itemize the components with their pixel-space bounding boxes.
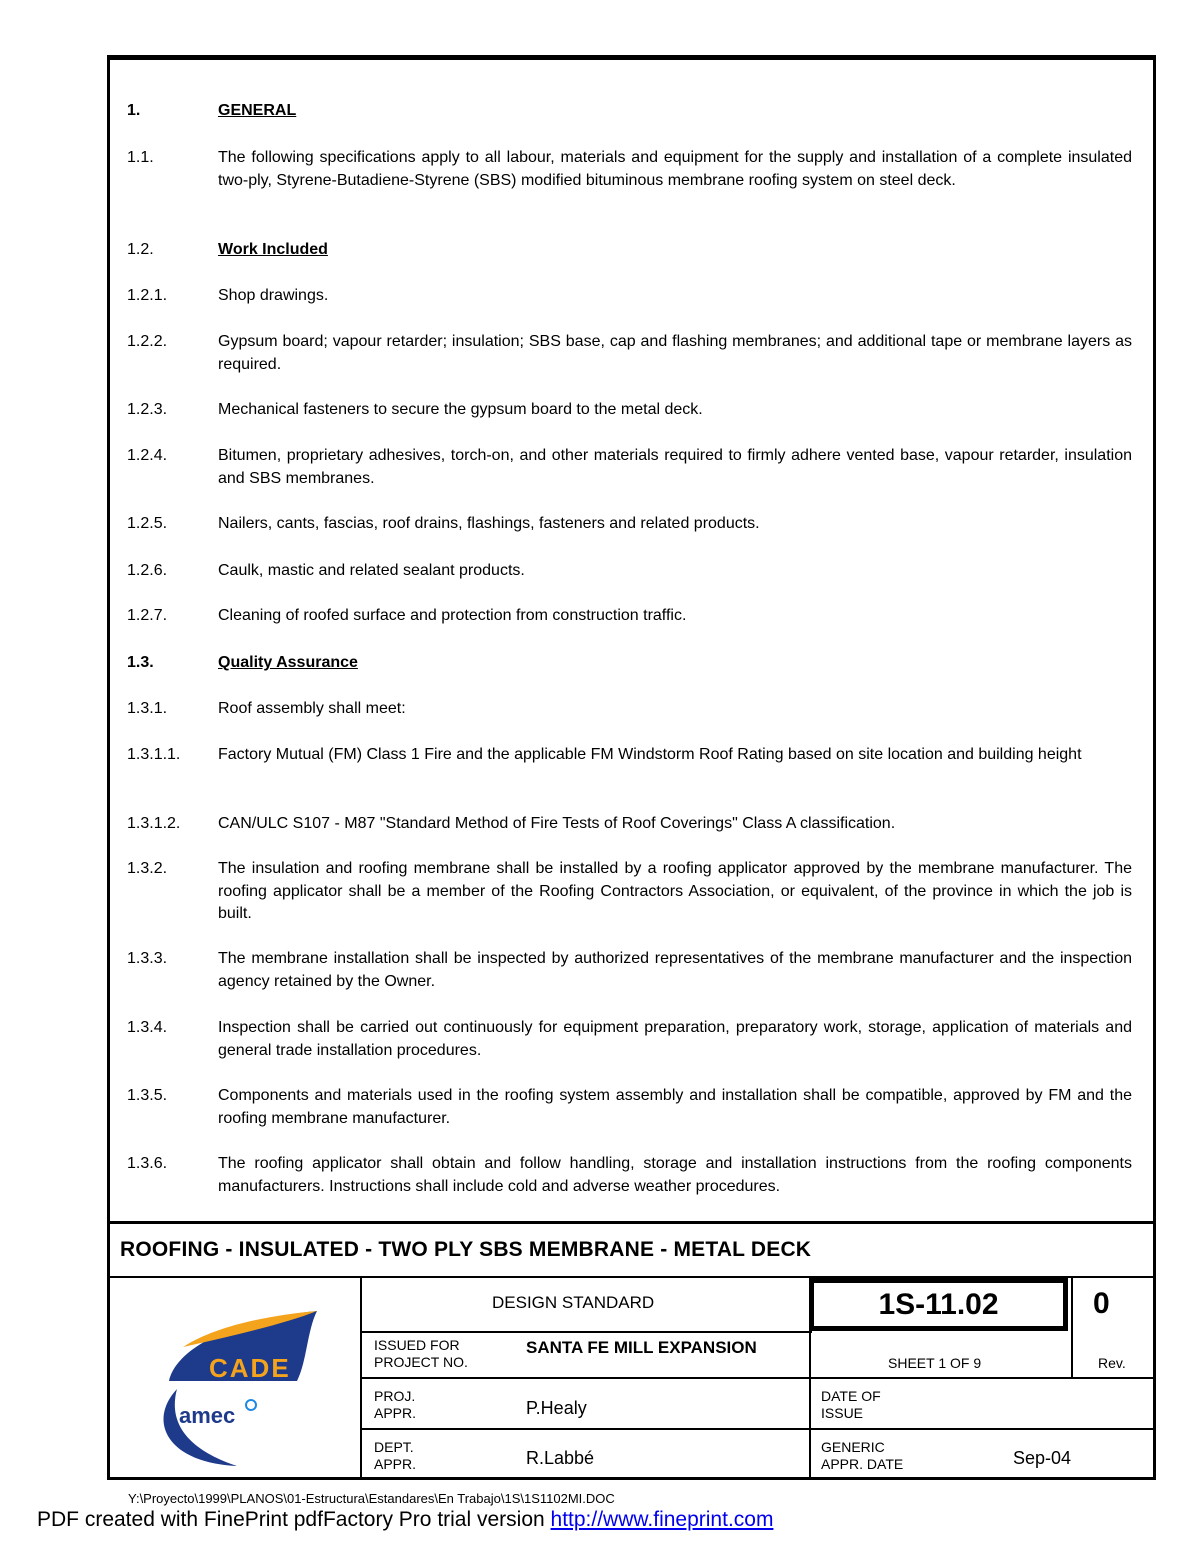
clause-1-3-5 [127,1085,1132,1130]
clause-1-3-1-2 [127,813,1132,836]
clause-1-2-3 [127,399,1132,422]
clause-number: 1.2.2. [127,333,168,350]
cade-amec-logo-icon [147,1301,327,1471]
file-path: Y:\Proyecto\1999\PLANOS\01-Estructura\Estandares\En Trabajo\1S\1S1102MI.DOC [128,1491,615,1506]
clause-text: Nailers, cants, fascias, roof drains, flashings, fasteners and related products. [218,515,760,532]
clause-number: 1.3.4. [127,1019,168,1036]
clause-number: 1.3.1.1. [127,746,181,763]
clause-1-2-7 [127,605,1132,628]
proj-appr-label-line2: APPR. [374,1405,417,1421]
svg-text:CADE: CADE [209,1353,291,1383]
date-of-issue-label-line1: DATE OF [821,1388,881,1404]
clause-number: 1.2.7. [127,607,168,624]
clause-1-3-6 [127,1153,1132,1198]
svg-text:amec: amec [179,1403,236,1428]
clause-text: The membrane installation shall be inspected by authorized representatives of the membrane manufacturer and the inspection agency retained by the Owner. [218,950,1132,990]
clause-text: Factory Mutual (FM) Class 1 Fire and the applicable FM Windstorm Roof Rating based on site location and building height [218,746,1082,763]
clause-text: The insulation and roofing membrane shall be installed by a roofing applicator approved by the membrane manufacturer. The roofing applicator shall be a member of the Roofing Contractors Association, or equivalent, of the province in which the job is built. [218,860,1132,922]
clause-1-3-4 [127,1017,1132,1062]
clause-text: Quality Assurance [218,654,358,671]
clause-number: 1.3.1. [127,700,168,717]
generic-label-line1: GENERIC [821,1439,885,1455]
clause-text: CAN/ULC S107 - M87 "Standard Method of Fire Tests of Roof Coverings" Class A classification. [218,815,896,832]
revision-number: 0 [1093,1287,1110,1320]
issued-for-label-line2: PROJECT NO. [374,1354,468,1370]
clause-1-2 [127,239,1132,262]
dept-appr-label-line2: APPR. [374,1456,417,1472]
clause-text: Bitumen, proprietary adhesives, torch-on, and other materials required to firmly adhere vented base, vapour retarder, insulation and SBS membranes. [218,447,1132,487]
clause-text: The roofing applicator shall obtain and follow handling, storage and installation instructions from the roofing components manufacturers. Instructions shall include cold and adverse weather procedures. [218,1155,1132,1195]
clause-number: 1.3.6. [127,1155,168,1172]
clause-1-3-1-1 [127,744,1132,767]
clause-1-3-1 [127,698,1132,721]
dept-appr-value: R.Labbé [526,1448,595,1468]
proj-appr-label-line1: PROJ. [374,1388,416,1404]
date-of-issue-label-line2: ISSUE [821,1405,864,1421]
clause-text: GENERAL [218,102,297,119]
fineprint-link[interactable]: http://www.fineprint.com [550,1508,774,1531]
clause-1-2-5 [127,513,1132,536]
clause-text: Caulk, mastic and related sealant products. [218,562,525,579]
clause-1-2-4 [127,445,1132,490]
clause-text: Components and materials used in the roofing system assembly and installation shall be compatible, approved by FM and the roofing membrane manufacturer. [218,1087,1132,1127]
sheet-number: SHEET 1 OF 9 [888,1355,982,1371]
clause-number: 1.3.3. [127,950,168,967]
clause-text: Cleaning of roofed surface and protection from construction traffic. [218,607,687,624]
project-name: SANTA FE MILL EXPANSION [526,1338,757,1357]
issued-for-label [374,1337,468,1371]
standard-number: 1S-11.02 [809,1278,1068,1331]
issued-for-label-line1: ISSUED FOR [374,1337,460,1353]
dept-appr-label [374,1439,416,1473]
date-of-issue-label [821,1388,881,1422]
clause-number: 1.2. [127,241,154,258]
dept-appr-label-line1: DEPT. [374,1439,414,1455]
clause-text: Mechanical fasteners to secure the gypsum board to the metal deck. [218,401,703,418]
clause-1-3-3 [127,948,1132,993]
clause-number: 1.3.5. [127,1087,168,1104]
proj-appr-value: P.Healy [526,1398,587,1418]
clause-1-2-2 [127,331,1132,376]
clause-text: Work Included [218,241,328,258]
generic-appr-date-value: Sep-04 [1013,1448,1072,1468]
document-title: ROOFING - INSULATED - TWO PLY SBS MEMBRANE - METAL DECK [120,1238,812,1261]
pdf-creator-note [37,1508,773,1532]
clause-1-2-6 [127,560,1132,583]
clause-1-3 [127,652,1132,675]
clause-number: 1.3. [127,654,154,671]
clause-number: 1.2.3. [127,401,168,418]
company-logo [147,1301,327,1471]
title-block [107,1221,1156,1480]
pdf-note-text: PDF created with FinePrint pdfFactory Pro trial version [37,1508,545,1531]
generic-label-line2: APPR. DATE [821,1456,904,1472]
clause-1-2-1 [127,285,1132,308]
clause-number: 1.3.2. [127,860,168,877]
clause-number: 1.2.1. [127,287,168,304]
clause-text: The following specifications apply to all labour, materials and equipment for the supply and installation of a complete insulated two-ply, Styrene-Butadiene-Styrene (SBS) modified bituminous membrane roofing system on steel deck. [218,149,1132,189]
clause-1-1 [127,147,1132,192]
clause-number: 1. [127,102,141,119]
clause-number: 1.3.1.2. [127,815,181,832]
clause-number: 1.1. [127,149,154,166]
clause-number: 1.2.6. [127,562,168,579]
rev-label: Rev. [1098,1355,1126,1371]
clause-text: Roof assembly shall meet: [218,700,406,717]
clause-number: 1.2.4. [127,447,168,464]
generic-appr-date-label [821,1439,903,1473]
clause-1 [127,100,1132,123]
clause-text: Shop drawings. [218,287,329,304]
proj-appr-label [374,1388,416,1422]
clause-1-3-2 [127,858,1132,926]
clause-text: Gypsum board; vapour retarder; insulation; SBS base, cap and flashing membranes; and additional tape or membrane layers as required. [218,333,1132,373]
clause-number: 1.2.5. [127,515,168,532]
clause-text: Inspection shall be carried out continuously for equipment preparation, preparatory work, storage, application of materials and general trade installation procedures. [218,1019,1132,1059]
design-standard-label: DESIGN STANDARD [492,1293,655,1312]
